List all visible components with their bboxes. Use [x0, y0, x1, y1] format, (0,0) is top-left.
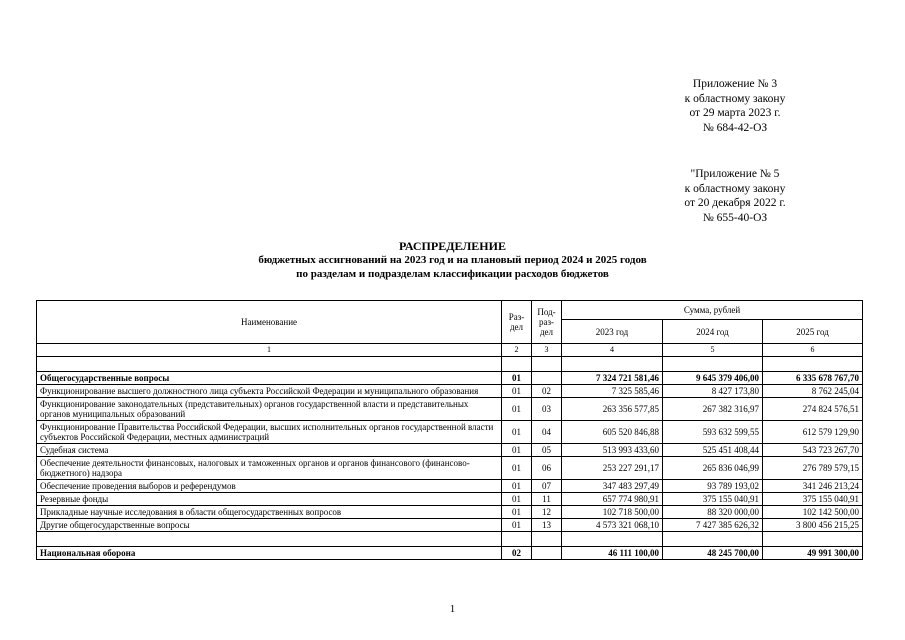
row-razdel: 01	[502, 480, 532, 493]
row-name: Функционирование Правительства Российской Федерации, высших исполнительных органов государственной власти субъектов Российской Федерации, местных администраций	[37, 421, 502, 444]
row-sum-2023: 605 520 846,88	[562, 421, 663, 444]
appendix-line: № 684-42-ОЗ	[702, 121, 768, 134]
row-sum-2025: 8 762 245,04	[763, 385, 863, 398]
row-sum-2025: 341 246 213,24	[763, 480, 863, 493]
table-row	[37, 506, 863, 519]
appendix-line: от 29 марта 2023 г.	[689, 107, 781, 119]
row-name: Обеспечение деятельности финансовых, налоговых и таможенных органов и органов финансового (финансово-бюджетного) надзора	[37, 457, 502, 480]
row-podrazdel: 12	[532, 506, 562, 519]
column-index: 2	[502, 344, 532, 357]
appendix-line: № 655-40-ОЗ	[702, 211, 768, 224]
row-sum-2024: 267 382 316,97	[663, 398, 763, 421]
column-index: 1	[37, 344, 502, 357]
row-sum-2024: 48 245 700,00	[663, 547, 763, 560]
column-index: 6	[763, 344, 863, 357]
row-name: Национальная оборона	[37, 547, 502, 560]
row-sum-2023: 513 993 433,60	[562, 444, 663, 457]
row-sum-2024: 88 320 000,00	[663, 506, 763, 519]
row-sum-2025: 49 991 300,00	[763, 547, 863, 560]
row-sum-2024: 9 645 379 406,00	[663, 372, 763, 385]
row-podrazdel: 07	[532, 480, 562, 493]
row-name: Функционирование высшего должностного лица субъекта Российской Федерации и муниципального образования	[37, 385, 502, 398]
header-year-2023: 2023 год	[562, 320, 663, 344]
row-podrazdel: 05	[532, 444, 562, 457]
appendix-line: Приложение № 3	[692, 78, 778, 90]
blank-row	[37, 357, 863, 372]
appendix-line: к областному закону	[684, 92, 786, 105]
column-index: 5	[663, 344, 763, 357]
row-sum-2023: 253 227 291,17	[562, 457, 663, 480]
table-row	[37, 493, 863, 506]
row-sum-2023: 7 324 721 581,46	[562, 372, 663, 385]
row-podrazdel: 06	[532, 457, 562, 480]
row-name: Резервные фонды	[37, 493, 502, 506]
row-podrazdel	[532, 547, 562, 560]
row-podrazdel: 03	[532, 398, 562, 421]
row-sum-2023: 7 325 585,46	[562, 385, 663, 398]
column-index-row	[37, 344, 863, 357]
row-name: Функционирование законодательных (представительных) органов государственной власти и представительных органов муниципальных образований	[37, 398, 502, 421]
row-sum-2025: 3 800 456 215,25	[763, 519, 863, 532]
appendix-line: "Приложение № 5	[690, 168, 780, 180]
row-sum-2024: 265 836 046,99	[663, 457, 763, 480]
header-year-2024: 2024 год	[663, 320, 763, 344]
row-sum-2023: 4 573 321 068,10	[562, 519, 663, 532]
row-name: Другие общегосударственные вопросы	[37, 519, 502, 532]
budget-table	[36, 300, 863, 560]
row-sum-2025: 612 579 129,90	[763, 421, 863, 444]
row-sum-2023: 657 774 980,91	[562, 493, 663, 506]
row-razdel: 01	[502, 457, 532, 480]
header-year-2025: 2025 год	[763, 320, 863, 344]
row-sum-2024: 375 155 040,91	[663, 493, 763, 506]
table-row	[37, 519, 863, 532]
row-sum-2025: 543 723 267,70	[763, 444, 863, 457]
row-sum-2025: 102 142 500,00	[763, 506, 863, 519]
header-podrazdel: Под- раз- дел	[532, 301, 562, 344]
row-razdel: 01	[502, 493, 532, 506]
row-sum-2024: 7 427 385 626,32	[663, 519, 763, 532]
row-sum-2023: 102 718 500,00	[562, 506, 663, 519]
row-podrazdel: 13	[532, 519, 562, 532]
document-subtitle-1: бюджетных ассигнований на 2023 год и на плановый период 2024 и 2025 годов	[258, 254, 647, 266]
row-razdel: 01	[502, 372, 532, 385]
row-razdel: 01	[502, 421, 532, 444]
row-podrazdel: 11	[532, 493, 562, 506]
table-row	[37, 444, 863, 457]
row-podrazdel: 02	[532, 385, 562, 398]
row-razdel: 01	[502, 398, 532, 421]
appendix-note-5	[655, 167, 815, 225]
row-sum-2024: 8 427 173,80	[663, 385, 763, 398]
row-name: Прикладные научные исследования в области общегосударственных вопросов	[37, 506, 502, 519]
row-name: Общегосударственные вопросы	[37, 372, 502, 385]
row-name: Обеспечение проведения выборов и референдумов	[37, 480, 502, 493]
table-row	[37, 372, 863, 385]
table-row	[37, 480, 863, 493]
row-sum-2025: 375 155 040,91	[763, 493, 863, 506]
row-razdel: 02	[502, 547, 532, 560]
column-index: 4	[562, 344, 663, 357]
row-sum-2024: 93 789 193,02	[663, 480, 763, 493]
row-razdel: 01	[502, 444, 532, 457]
appendix-line: от 20 декабря 2022 г.	[684, 197, 786, 209]
row-sum-2025: 274 824 576,51	[763, 398, 863, 421]
document-title: РАСПРЕДЕЛЕНИЕ	[399, 239, 506, 253]
row-sum-2024: 593 632 599,55	[663, 421, 763, 444]
table-row	[37, 457, 863, 480]
row-sum-2023: 46 111 100,00	[562, 547, 663, 560]
row-sum-2023: 263 356 577,85	[562, 398, 663, 421]
row-razdel: 01	[502, 385, 532, 398]
page-number: 1	[449, 603, 456, 615]
row-sum-2023: 347 483 297,49	[562, 480, 663, 493]
header-razdel: Раз- дел	[502, 301, 532, 344]
row-podrazdel	[532, 372, 562, 385]
header-name: Наименование	[37, 301, 502, 344]
row-razdel: 01	[502, 506, 532, 519]
row-sum-2025: 276 789 579,15	[763, 457, 863, 480]
row-sum-2025: 6 335 678 767,70	[763, 372, 863, 385]
table-row	[37, 421, 863, 444]
row-podrazdel: 04	[532, 421, 562, 444]
table-row	[37, 385, 863, 398]
blank-row	[37, 532, 863, 547]
row-name: Судебная система	[37, 444, 502, 457]
header-sum: Сумма, рублей	[562, 301, 863, 320]
table-row	[37, 547, 863, 560]
row-sum-2024: 525 451 408,44	[663, 444, 763, 457]
row-razdel: 01	[502, 519, 532, 532]
column-index: 3	[532, 344, 562, 357]
appendix-note-3	[655, 77, 815, 135]
table-row	[37, 398, 863, 421]
appendix-line: к областному закону	[684, 182, 786, 195]
document-subtitle-2: по разделам и подразделам классификации расходов бюджетов	[296, 268, 609, 280]
